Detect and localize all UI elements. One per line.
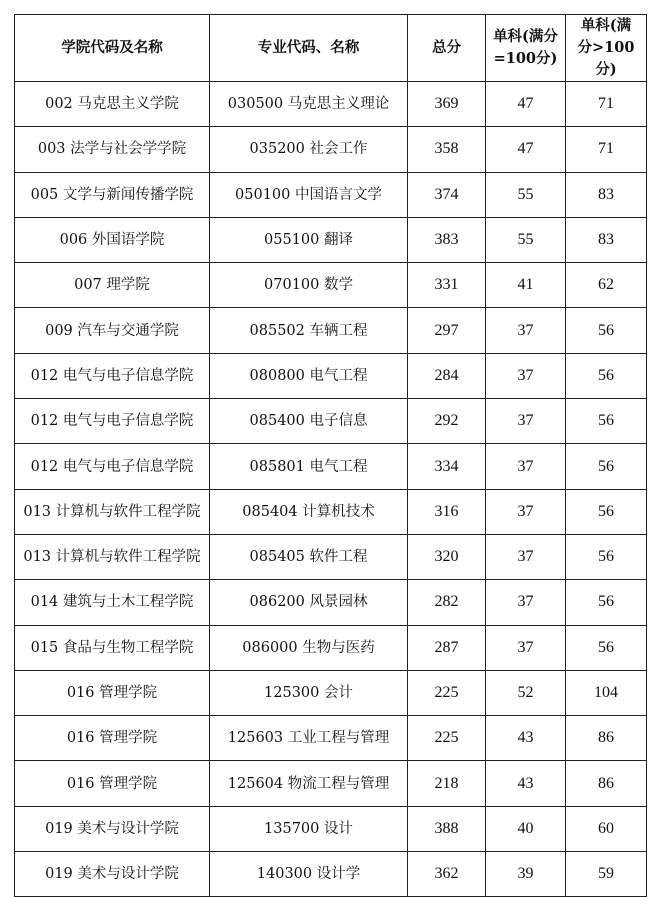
major-cell: 086000 生物与医药 (210, 625, 408, 670)
single-100-cell: 37 (486, 399, 566, 444)
major-cell: 085404 计算机技术 (210, 489, 408, 534)
major-cell: 086200 风景园林 (210, 580, 408, 625)
header-total: 总分 (408, 15, 486, 82)
total-score-cell: 331 (408, 263, 486, 308)
college-cell: 013 计算机与软件工程学院 (15, 534, 210, 579)
single-over-100-cell: 56 (566, 534, 647, 579)
single-100-cell: 37 (486, 308, 566, 353)
single-over-100-cell: 56 (566, 399, 647, 444)
header-single-subject-100 (486, 15, 566, 82)
single-100-cell: 37 (486, 444, 566, 489)
major-cell: 125604 物流工程与管理 (210, 761, 408, 806)
college-cell: 013 计算机与软件工程学院 (15, 489, 210, 534)
college-cell: 006 外国语学院 (15, 217, 210, 262)
table-row (15, 806, 647, 851)
college-cell: 005 文学与新闻传播学院 (15, 172, 210, 217)
single-100-cell: 41 (486, 263, 566, 308)
single-100-cell: 47 (486, 127, 566, 172)
major-cell: 035200 社会工作 (210, 127, 408, 172)
single-100-cell: 37 (486, 580, 566, 625)
table-row (15, 534, 647, 579)
table-row (15, 489, 647, 534)
college-cell: 014 建筑与土木工程学院 (15, 580, 210, 625)
major-cell: 030500 马克思主义理论 (210, 82, 408, 127)
table-row (15, 127, 647, 172)
table-row (15, 625, 647, 670)
table-row (15, 172, 647, 217)
major-cell: 085502 车辆工程 (210, 308, 408, 353)
single-100-cell: 39 (486, 852, 566, 897)
major-cell: 080800 电气工程 (210, 353, 408, 398)
single-over-100-cell: 56 (566, 353, 647, 398)
header-single-subject-100-line1: 单科(满分 (493, 28, 558, 45)
college-cell: 002 马克思主义学院 (15, 82, 210, 127)
major-cell: 125603 工业工程与管理 (210, 716, 408, 761)
total-score-cell: 218 (408, 761, 486, 806)
major-cell: 140300 设计学 (210, 852, 408, 897)
table-row (15, 761, 647, 806)
college-cell: 016 管理学院 (15, 670, 210, 715)
single-100-cell: 55 (486, 217, 566, 262)
major-cell: 085405 软件工程 (210, 534, 408, 579)
college-cell: 012 电气与电子信息学院 (15, 399, 210, 444)
college-cell: 016 管理学院 (15, 761, 210, 806)
table-header (15, 15, 647, 82)
total-score-cell: 225 (408, 716, 486, 761)
header-single-subject-over-100-line1: 单科(满 (580, 17, 632, 34)
total-score-cell: 292 (408, 399, 486, 444)
table-row (15, 444, 647, 489)
total-score-cell: 383 (408, 217, 486, 262)
single-100-cell: 37 (486, 353, 566, 398)
college-cell: 019 美术与设计学院 (15, 852, 210, 897)
total-score-cell: 316 (408, 489, 486, 534)
major-cell: 085801 电气工程 (210, 444, 408, 489)
major-cell: 085400 电子信息 (210, 399, 408, 444)
single-over-100-cell: 62 (566, 263, 647, 308)
header-major: 专业代码、名称 (210, 15, 408, 82)
single-over-100-cell: 86 (566, 761, 647, 806)
college-cell: 007 理学院 (15, 263, 210, 308)
total-score-cell: 297 (408, 308, 486, 353)
table-row (15, 217, 647, 262)
total-score-cell: 320 (408, 534, 486, 579)
single-over-100-cell: 83 (566, 217, 647, 262)
single-over-100-cell: 56 (566, 489, 647, 534)
table-row (15, 263, 647, 308)
single-100-cell: 43 (486, 761, 566, 806)
major-cell: 050100 中国语言文学 (210, 172, 408, 217)
single-over-100-cell: 86 (566, 716, 647, 761)
total-score-cell: 287 (408, 625, 486, 670)
single-over-100-cell: 56 (566, 580, 647, 625)
college-cell: 003 法学与社会学学院 (15, 127, 210, 172)
college-cell: 019 美术与设计学院 (15, 806, 210, 851)
header-college: 学院代码及名称 (15, 15, 210, 82)
major-cell: 055100 翻译 (210, 217, 408, 262)
total-score-cell: 225 (408, 670, 486, 715)
table-row (15, 82, 647, 127)
total-score-cell: 369 (408, 82, 486, 127)
single-over-100-cell: 56 (566, 444, 647, 489)
single-100-cell: 43 (486, 716, 566, 761)
table-row (15, 716, 647, 761)
single-100-cell: 55 (486, 172, 566, 217)
college-cell: 009 汽车与交通学院 (15, 308, 210, 353)
total-score-cell: 362 (408, 852, 486, 897)
single-over-100-cell: 56 (566, 308, 647, 353)
table-row (15, 580, 647, 625)
total-score-cell: 334 (408, 444, 486, 489)
score-table (14, 14, 647, 897)
college-cell: 012 电气与电子信息学院 (15, 444, 210, 489)
major-cell: 125300 会计 (210, 670, 408, 715)
single-over-100-cell: 56 (566, 625, 647, 670)
single-100-cell: 47 (486, 82, 566, 127)
table-row (15, 670, 647, 715)
single-over-100-cell: 71 (566, 82, 647, 127)
header-row (15, 15, 647, 82)
college-cell: 015 食品与生物工程学院 (15, 625, 210, 670)
total-score-cell: 388 (408, 806, 486, 851)
total-score-cell: 358 (408, 127, 486, 172)
table-row (15, 353, 647, 398)
table-body (15, 82, 647, 897)
single-100-cell: 37 (486, 489, 566, 534)
single-100-cell: 52 (486, 670, 566, 715)
college-cell: 016 管理学院 (15, 716, 210, 761)
total-score-cell: 374 (408, 172, 486, 217)
single-over-100-cell: 83 (566, 172, 647, 217)
table-row (15, 399, 647, 444)
single-over-100-cell: 104 (566, 670, 647, 715)
total-score-cell: 282 (408, 580, 486, 625)
single-100-cell: 40 (486, 806, 566, 851)
major-cell: 135700 设计 (210, 806, 408, 851)
single-over-100-cell: 59 (566, 852, 647, 897)
single-100-cell: 37 (486, 625, 566, 670)
header-single-subject-over-100 (566, 15, 647, 82)
table-row (15, 308, 647, 353)
major-cell: 070100 数学 (210, 263, 408, 308)
single-over-100-cell: 71 (566, 127, 647, 172)
total-score-cell: 284 (408, 353, 486, 398)
single-100-cell: 37 (486, 534, 566, 579)
header-single-subject-100-line2: =100分) (493, 50, 558, 67)
table-row (15, 852, 647, 897)
college-cell: 012 电气与电子信息学院 (15, 353, 210, 398)
header-single-subject-over-100-line2: 分>100分) (577, 39, 635, 78)
single-over-100-cell: 60 (566, 806, 647, 851)
